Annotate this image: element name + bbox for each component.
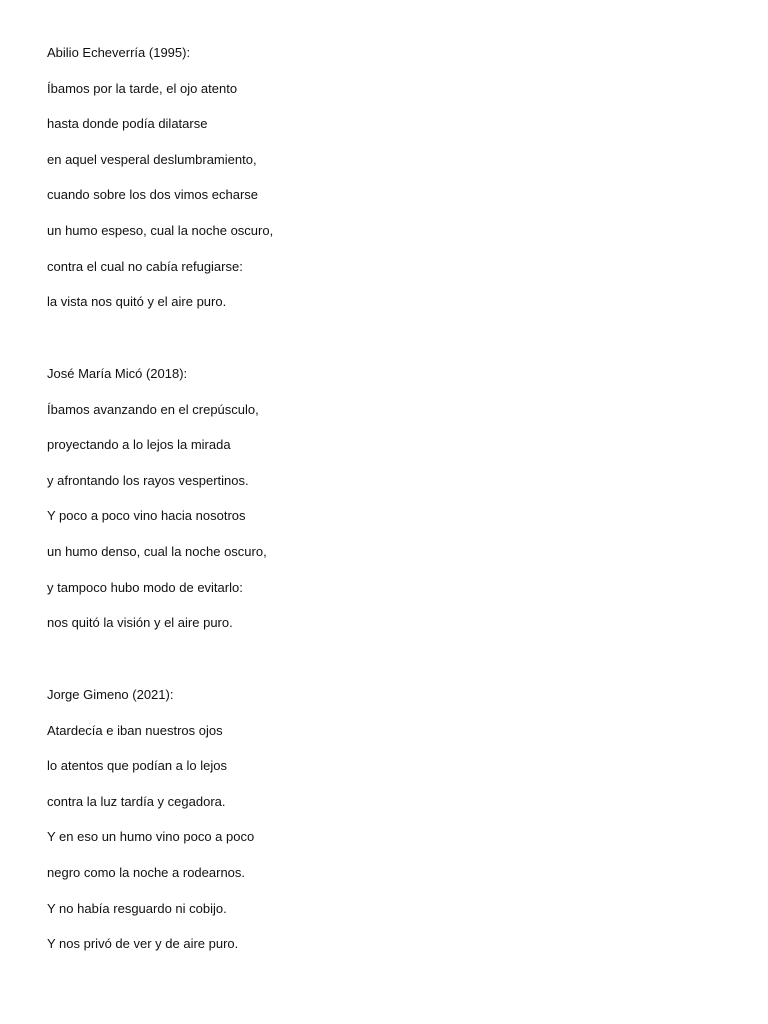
translator-heading: José María Micó (2018): [47, 366, 188, 381]
translation-stanza [47, 686, 254, 971]
verse-line: Íbamos avanzando en el crepúsculo, [47, 401, 259, 417]
verse-line: contra el cual no cabía refugiarse: [47, 258, 243, 274]
verse-line: proyectando a lo lejos la mirada [47, 437, 231, 453]
verse-line: y tampoco hubo modo de evitarlo: [47, 579, 243, 595]
verse-line: Y no había resguardo ni cobijo. [47, 900, 227, 916]
translation-stanza [47, 44, 273, 329]
verse-line: negro como la noche a rodearnos. [47, 864, 246, 880]
verse-line: Atardecía e iban nuestros ojos [47, 722, 223, 738]
verse-line: contra la luz tardía y cegadora. [47, 793, 226, 809]
verse-line: lo atentos que podían a lo lejos [47, 758, 227, 774]
translator-heading: Jorge Gimeno (2021): [47, 687, 174, 702]
verse-line: la vista nos quitó y el aire puro. [47, 294, 227, 310]
verse-line: y afrontando los rayos vespertinos. [47, 472, 249, 488]
verse-line: cuando sobre los dos vimos echarse [47, 187, 259, 203]
verse-line: un humo espeso, cual la noche oscuro, [47, 222, 274, 238]
verse-line: nos quitó la visión y el aire puro. [47, 615, 233, 631]
verse-line: Y nos privó de ver y de aire puro. [47, 936, 239, 952]
verse-line: Y poco a poco vino hacia nosotros [47, 508, 246, 524]
translator-heading: Abilio Echeverría (1995): [47, 45, 191, 60]
verse-line: Y en eso un humo vino poco a poco [47, 829, 255, 845]
verse-line: en aquel vesperal deslumbramiento, [47, 151, 257, 167]
verse-line: Íbamos por la tarde, el ojo atento [47, 80, 238, 96]
verse-line: un humo denso, cual la noche oscuro, [47, 543, 267, 559]
translation-stanza [47, 365, 267, 650]
verse-line: hasta donde podía dilatarse [47, 116, 208, 132]
